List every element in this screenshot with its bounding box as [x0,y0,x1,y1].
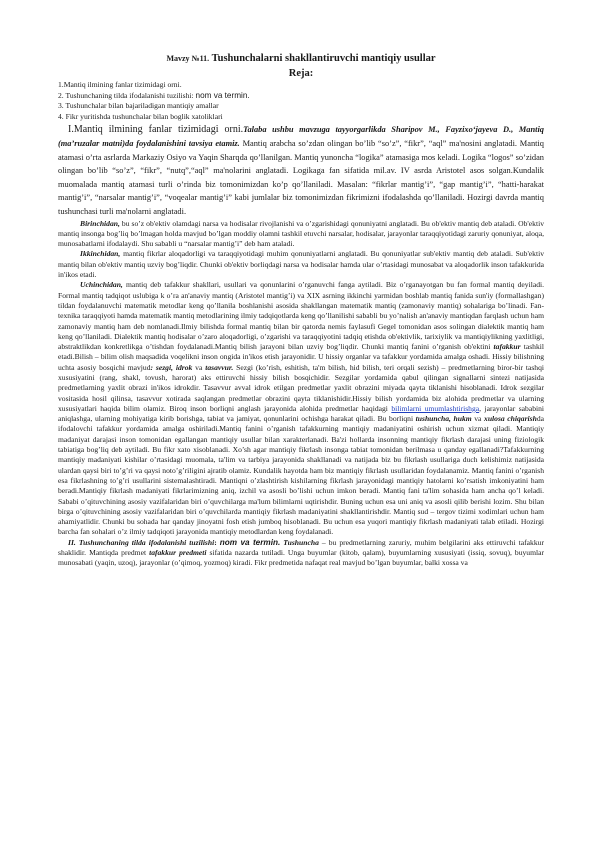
emphasis: tafakkur [493,342,521,352]
paragraph-birinchidan [58,219,544,250]
paragraph-ikkinchidan [58,249,544,280]
emphasis: xulosa chiqarish [484,414,537,424]
paragraph-section-2 [58,538,544,569]
lecture-header [58,50,544,66]
heading-colon: : [214,537,220,547]
plan-item-4: 4. Fikr yuritishda tushunchalar bilan boglik xatoliklari [58,111,223,121]
paragraph-text: Mantiq arabcha so’zdan olingan bo’lib “so’z”, “fikr”, “aql” ma'nosini anglatadi. Mantiq atamasi o’rta asrlarda Markaziy Osiyo va Yaqin Sharqda qo’llanilgan. Mantiq yunoncha “logika” atamasiga mos keladi. Logika “logos” so’zidan olingan bo’lib “so’z”, “fikr”, “nutq”,“aql” ma'nolarini anglatadi. Logikaga fan sifatida mil.av. IV asrda Aristotel asos solgan.Kundalik muomalada mantiq atamasi turli o’rinda biz tomonimizdan ko’p qo’llaniladi. Masalan: “fikrlar mantig’i”, “gap mantig’i”, “hatti-harakat mantig’i”, “narsalar mantig’i”, “voqealar mantig’i” kabi jumlalar biz tomonimizdan fikrimizni ifodalashda qo’llaniladi. Hozirgi davrda mantiq tushunchasi turli ma'nolarni anglatadi. [58,138,544,216]
section-2-heading: II. Tushunchaning tilda ifodalanishi tuzilishi [68,537,215,547]
paragraph-text: – bu predmetlarning zaruriy, muhim belgilarini aks ettiruvchi tafakkur shaklidir. Mantiqda predmet [58,537,544,558]
recommended-reading: Talaba ushbu mavzuga tayyorgarlikda Sharipov M., Fayzixo‘jayeva D., Mantiq (ma’ruzalar matni)da foydalanishini tavsiya etamiz. [58,125,544,148]
plan-item-1: 1.Mantiq ilmining fanlar tizimidagi orni. [58,80,182,89]
paragraph-text: , jarayonlar sababini aniqlashga, ularning mohiyatiga kirib borishga, tabiat va jamiyat, qonunlarini ochishga harakat qiladi. Bu borliqni [58,403,545,424]
emphasis: tafakkur predmeti [149,548,207,558]
paragraph-mantiq-intro [58,123,544,218]
plan-item-2 [58,91,544,102]
paragraph-text: Sezgi (ko’rish, eshitish, ta'm bilish, hid bilish, teri orqali sezish) – predmetlarning biror-bir tashqi xususiyatini (rang, shakl, tovush, harorat) aks ettiruvchi hissiy bilish bosqichidir. Sezgilar yordamida qabul qilingan signallarni sintezi natijasida predmetlarning yaxlit obrazi in'ikos idrokdir. Tasavvur avval idrok etilgan predmetlar yaxlit obrazini miyada qayta tiklanishi hisoblanadi. Idrok sezgilar vositasida hosil qilinsa, tasavvur xotirada saqlangan predmetlar obrazini qayta tiklanishidir.Hissiy bilish yordamida biz alohida predmetlar va ularning xususiyatlari haqida bilim olamiz. Biroq inson borliqni anglash jarayonida alohida predmetlar haqidagi [58,362,545,413]
paragraph-text: va [192,362,206,372]
emphasis: tushuncha, hukm [415,414,472,424]
paragraph-text: mantiq deb tafakkur shakllari, usullari va qonunlarini o’rganuvchi fanga aytiladi. Biz o’rganayotgan bu fan formal mantiq deyiladi. Formal mantiq tadqiqot uslubiga k o’ra an'anaviy mantiq (Aristotel mantig’i) va XIX asrning ikkinchi yarmidan boshlab mantiq fanida sun'iy (formallashgan) tildan foydalanuvchi matematik metodlar keng qo’llanila boshlanishi asosida shakllangan matematik mantiq (zamonaviy mantiq) sohalariga bo’linadi. Fan-texnika taraqqiyoti hamda matematik mantiq metodlarining ilmiy tadqiqotlarda keng qo’llanilishi sababli bu yo’nalish an'anaviy mantiqdan farqlash uchun ham zamonaviy mantiq ham deb nomlanadi.Ilmiy bilishda formal mantiq bilan bir qatorda nemis faylasufi Gegel tomonidan asos solingan dialektik mantiq ham keng qo’llaniladi. Dialektik mantiq hodisalar o’zaro aloqadorligi, o’zgarishi va taraqqiyotini tadqiq etishda ob'ektivlik, tarixiylik va mantiqiylikning yaxlitligi, abstraktlikdan konkretlikga o’tishdan foydalanadi.Mantiq bilish jarayoni bilan uzviy bog’liqdir. Chunki mantiq fanini o’rganish ob'ektini [58,280,544,352]
section-1-body [58,219,544,569]
paragraph-text: mantiq fikrlar aloqadorligi va taraqqiyotidagi muhim qonuniyatlarni anglatadi. Bu qonuniyatlar sub'ektiv mantiq deb ataladi. Sub'ektiv mantiq bilan ob'ektiv mantiq uzviy bog’liqdir. Chunki ob'ektiv borliqdagi narsa va hodisalar hamda ular o’rtasidagi munosabat va aloqadorlik inson tafakkurida in'ikos etadi. [58,249,544,280]
paragraph-text: tashkil etadi.Bilish – bilim olish maqsadida voqelikni inson ongida in'ikos etish jarayonidir. U hissiy organlar va tafakkur yordamida amalga oshadi. Hissiy bilishning uchta asosiy bosqichi mavjud [58,342,544,372]
document-page [58,50,544,569]
lecture-title: Tushunchalarni shakllantiruvchi mantiqiy usullar [209,53,436,64]
plan-item-2-text: 2. Tushunchaning tilda ifodalanishi tuzilishi: [58,90,196,100]
paragraph-text: bu so’z ob'ektiv olamdagi narsa va hodisalar rivojlanishi va o’zgarishidagi qonuniyatni anglatadi. Bu ob'ektiv mantiq deb ataladi. Ob'ektiv mantiq insonga bog’liq bo’lmagan holda mavjud bo’lgan moddiy olamni tashkil etuvchi narsalar, hodisalar, jarayonlar taraqqiyotidagi zaruriy qonuniyat, aloqa, munosabatlarni ifodalaydi. Shu sababli u “narsalar mantig’i” deb ham ataladi. [58,218,544,249]
paragraph-text: sifatida nazarda tutiladi. Unga buyumlar (kitob, qalam), buyumlarning xususiyati (issiq, sovuq), buyumlar munosabati (yaqin, uzoq), jarayonlar (o’qimoq, yozmoq) kiradi. Fikr predmetida nafaqat real mavjud bo’lgan buyumlar, balki xossa va [58,548,544,568]
emphasis: : sezgi, idrok [150,362,193,372]
paragraph-uchinchidan [58,280,544,537]
section-2-terms: nom va termin. [219,537,281,547]
hyperlink-bilimlarni[interactable]: bilimlarni umumlashtirishga [391,403,480,413]
paragraph-label: Ikkinchidan, [80,249,121,259]
paragraph-label: Tushuncha [280,537,319,547]
paragraph-label: Birinchidan, [80,218,120,228]
plan-item-2-terms: nom va termin. [195,90,250,100]
paragraph-text: da ifodalovchi tafakkur yordamida amalga oshiriladi.Mantiq fanini o’rganish tafakkurning mantiqiy madaniyatini oshirish uchun xizmat qiladi. Mantiqiy madaniyat darajasi inson tomonidan egallangan mantiqiy usullar bilan xarakterlanadi. Ba'zi hollarda insonning mantiqiy fikrlash darajasi uning fiziologik tabiatiga bog’liq deb aytiladi. Bu fikr xato xisoblanadi. Xo’sh agar mantiqiy fikrlash insonga tabiat tomonidan berilmasa u qanday egallanadi?Tafakkurning mantiqiy madaniyati kishilar o’rtasidagi muomala, ta'lim va tarbiya jarayonida shakllanadi va natijada biz bu fikrlash usullariga duch kelishimiz natijasida ulardan qaysi biri to’g’ri va qaysi noto’g’riligini ajratib olamiz. Kundalik hayotda ham biz mantiqiy fikrlash usullaridan foydalanamiz. Mantiq fanini o’rganish esa fikrlashning to’g’ri usullarini sistemalashtiradi. Mantiqni o’zlashtirish kishilarning fikrlash jarayonidagi mantiqiy hatolarni ko’rsatish imkoniyatini ham beradi.Mantiqiy fikrlash madaniyati fikrlarimizning aniq, izchil va asosli bo’lishi uchun imkon beradi. Mantiq fani ta'lim sohasida ham ancha qo’l keladi. Sababi o’qituvchining asosiy vazifalaridan biri o’quvchilarga ma'lum bilimlarni uqtirishdir. Buning uchun esa uni aniq va asosli qilib berishi lozim. Shu bilan birga o’qituvchining asosiy vazifalaridan biri o’quvchilarda mantiqiy fikrlash madaniyatini shakllantirishdir. Mantiq sud – tergov tizimi xodimlari uchun ham ahamiyatlidir. Chunki bu sohada har qanday jinoyatni fosh etish jumboq hisoblanadi. Bu uchun esa yuqori mantiqiy fikrlash madaniyati talab etiladi. Hozirgi barcha fan sohalari o’z ilmiy tadqiqoti jarayonida mantiqiy metodlardan keng foydalanadi. [58,414,545,537]
paragraph-text: va [471,414,485,424]
paragraph-label: Uchinchidan, [80,280,123,290]
plan-heading: Reja: [288,68,314,79]
section-1-intro [58,123,544,218]
lecture-number: Mavzy №11. [166,54,210,63]
emphasis: tasavvur. [205,362,234,372]
plan-list [58,80,544,122]
plan-item-3: 3. Tushunchalar bilan bajariladigan mantiqiy amallar [58,101,219,111]
section-1-heading: I.Mantiq ilmining fanlar tizimidagi orni. [68,124,244,136]
